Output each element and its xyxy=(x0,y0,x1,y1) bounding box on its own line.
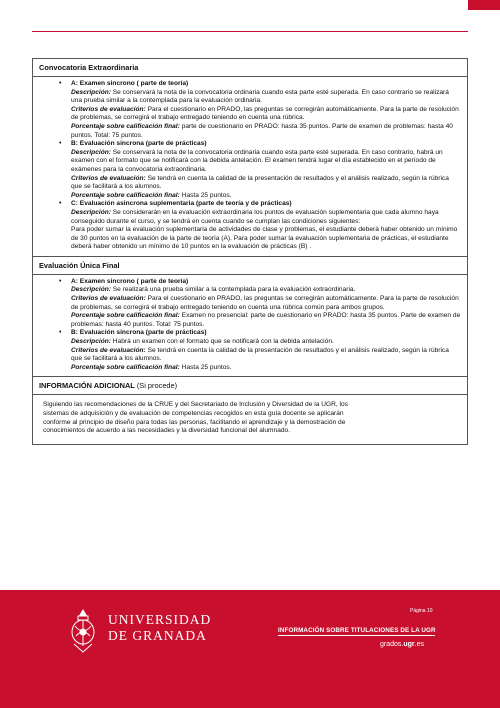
titulaciones-link[interactable] xyxy=(278,627,436,636)
paragraph-text: Hasta 25 puntos. xyxy=(179,191,232,199)
evaluation-section xyxy=(33,257,467,378)
paragraph-text: Para el cuestionario en PRADO, las preguntas se corregirán automáticamente. Para la parte de resolución de problemas, se corregirá el trabajo entregado teniendo en cuenta una rúbrica común para ambos grupos. xyxy=(71,295,459,311)
item-title: • B: Evaluación sincrona (parte de prácticas) xyxy=(71,329,207,337)
paragraph-label: Criterios de evaluación: xyxy=(71,174,146,182)
item-list xyxy=(39,278,461,373)
item-paragraph xyxy=(71,295,461,312)
item-paragraph xyxy=(71,286,461,295)
section-title: Evaluación Única Final xyxy=(33,257,467,275)
item-paragraph xyxy=(71,312,461,329)
item-paragraph xyxy=(71,347,461,364)
paragraph-label: Porcentaje sobre calificación final: xyxy=(71,191,180,199)
paragraph-label: Descripción: xyxy=(71,148,111,156)
info-title-text: INFORMACIÓN ADICIONAL xyxy=(39,381,135,391)
evaluation-section xyxy=(33,59,467,257)
paragraph-text: Para poder sumar la evaluación suplementaria de actividades de clase y problemas, el estudiante deberá haber obtenido un mínimo de 30 puntos en la evaluación de la parte de teoría (A). Para poder sumar la evaluación suplementaria de prácticas, el estudiante deberá haber obtenido un mínimo de 10 puntos en la evaluación de prácticas (B) . xyxy=(71,226,458,251)
footer xyxy=(0,590,500,708)
paragraph-text: Se tendrá en cuenta la calidad de la presentación de resultados y el análisis realizado, según la rúbrica que se facilitará a los alumnos. xyxy=(71,346,449,363)
paragraph-text: Se tendrá en cuenta la calidad de la presentación de resultados y el análisis realizado, según la rúbrica que se facilitará a los alumnos. xyxy=(71,174,449,191)
item-paragraph xyxy=(71,209,461,226)
paragraph-text: Se considerarán en la evaluación extraordinaria los puntos de evaluación suplementaria que cada alumno haya conseguido durante el curso, y se tendrá en cuenta cuando se cumplan las condiciones siguientes: xyxy=(71,208,439,225)
paragraph-label: Criterios de evaluación: xyxy=(71,295,146,303)
link-underline xyxy=(278,635,435,636)
top-bar xyxy=(0,0,500,10)
item-paragraph xyxy=(71,338,461,347)
paragraph-label: Criterios de evaluación: xyxy=(71,346,146,354)
paragraph-text: Para el cuestionario en PRADO, las preguntas se corregirán automáticamente. Para la parte de resolución de problemas, se corregirá el trabajo entregado teniendo en cuenta una rúbrica. xyxy=(71,105,459,122)
info-title-note: (Si procede) xyxy=(134,381,178,391)
paragraph-label: Porcentaje sobre calificación final: xyxy=(71,312,180,320)
item-paragraph xyxy=(71,175,461,192)
item-paragraph xyxy=(71,226,461,252)
evaluation-table xyxy=(32,58,468,445)
item-paragraph xyxy=(71,123,461,140)
list-item xyxy=(39,140,461,200)
section-body xyxy=(33,275,467,377)
list-item xyxy=(39,200,461,252)
info-line: conocimientos de acuerdo a las necesidades y la diversidad funcional del alumnado. xyxy=(43,427,291,435)
university-name-line1: UNIVERSIDAD xyxy=(108,612,212,627)
paragraph-text: Examen no presencial: parte de cuestionario en PRADO: hasta 35 puntos. Parte de examen de problemas: hasta 40 puntos. Total: 75 puntos. xyxy=(71,312,461,328)
info-line: Siguiendo las recomendaciones de la CRUE y del Secretariado de Inclusión y Diversidad de la UGR, los xyxy=(43,401,348,409)
page-number: Página 10 xyxy=(410,608,433,614)
university-name-line2: DE GRANADA xyxy=(108,628,207,643)
item-title: • B: Evaluación sincrona (parte de prácticas) xyxy=(71,140,207,148)
paragraph-label: Descripción: xyxy=(71,88,111,96)
paragraph-label: Porcentaje sobre calificación final: xyxy=(71,122,180,130)
grados-prefix: grados. xyxy=(380,641,404,648)
paragraph-text: Se conservará la nota de la convocatoria ordinaria cuando esta parte esté superada. En caso contrario se realizará una prueba similar a la contemplada para la evaluación ordinaria. xyxy=(71,88,449,105)
section-body xyxy=(33,77,467,256)
grados-ugr: ugr xyxy=(403,641,415,648)
info-line: conforme al principio de diseño para todas las personas, facilitando el aprendizaje y la demostración de xyxy=(43,418,346,426)
university-seal-icon xyxy=(66,606,100,656)
top-red-tab xyxy=(468,0,500,10)
paragraph-label: Descripción: xyxy=(71,286,111,294)
paragraph-label: Porcentaje sobre calificación final: xyxy=(71,363,180,371)
list-item xyxy=(39,329,461,372)
paragraph-text: Se realizará una prueba similar a la contemplada para la evaluación extraordinaria. xyxy=(110,286,356,294)
item-paragraph xyxy=(71,89,461,106)
item-title: • A: Examen sincrono ( parte de teoría) xyxy=(71,80,189,87)
item-paragraph xyxy=(71,192,461,201)
info-body xyxy=(33,395,467,444)
list-item xyxy=(39,278,461,330)
item-title: • C: Evaluación asincrona suplementaria (parte de teoría y de prácticas) xyxy=(71,200,292,208)
item-paragraph xyxy=(71,364,461,373)
grados-suffix: .es xyxy=(414,641,424,648)
titulaciones-link-text: INFORMACIÓN SOBRE TITULACIONES DE LA UGR xyxy=(278,627,436,634)
paragraph-text: Se conservará la nota de la convocatoria ordinaria cuando esta parte esté superada. En caso contrario, habrá un examen con el formato que se notificará con la debida antelación. El examen tendrá lugar el día establecido en el período de exámenes para la convocatoria extraordinaria. xyxy=(71,148,443,173)
paragraph-text: parte de cuestionario en PRADO: hasta 35 puntos. Parte de examen de problemas: hasta 40 puntos. Total: 75 puntos. xyxy=(71,122,453,139)
info-title xyxy=(33,377,467,395)
paragraph-label: Descripción: xyxy=(71,338,111,346)
paragraph-text: Hasta 25 puntos. xyxy=(179,363,232,371)
list-item xyxy=(39,80,461,140)
header-rule xyxy=(32,31,468,32)
grados-link[interactable] xyxy=(380,641,424,648)
info-section xyxy=(33,377,467,444)
info-line: sistemas de adquisición y de evaluación de competencias recogidos en esta guía docente se aplicarán xyxy=(43,410,344,417)
section-title: Convocatoria Extraordinaria xyxy=(33,59,467,77)
item-paragraph xyxy=(71,106,461,123)
paragraph-text: Habrá un examen con el formato que se notificará con la debida antelación. xyxy=(110,338,334,346)
paragraph-label: Criterios de evaluación: xyxy=(71,105,146,113)
item-list xyxy=(39,80,461,252)
item-paragraph xyxy=(71,149,461,175)
item-title: • A: Examen sincrono ( parte de teoría) xyxy=(71,277,189,285)
paragraph-label: Descripción: xyxy=(71,208,111,216)
